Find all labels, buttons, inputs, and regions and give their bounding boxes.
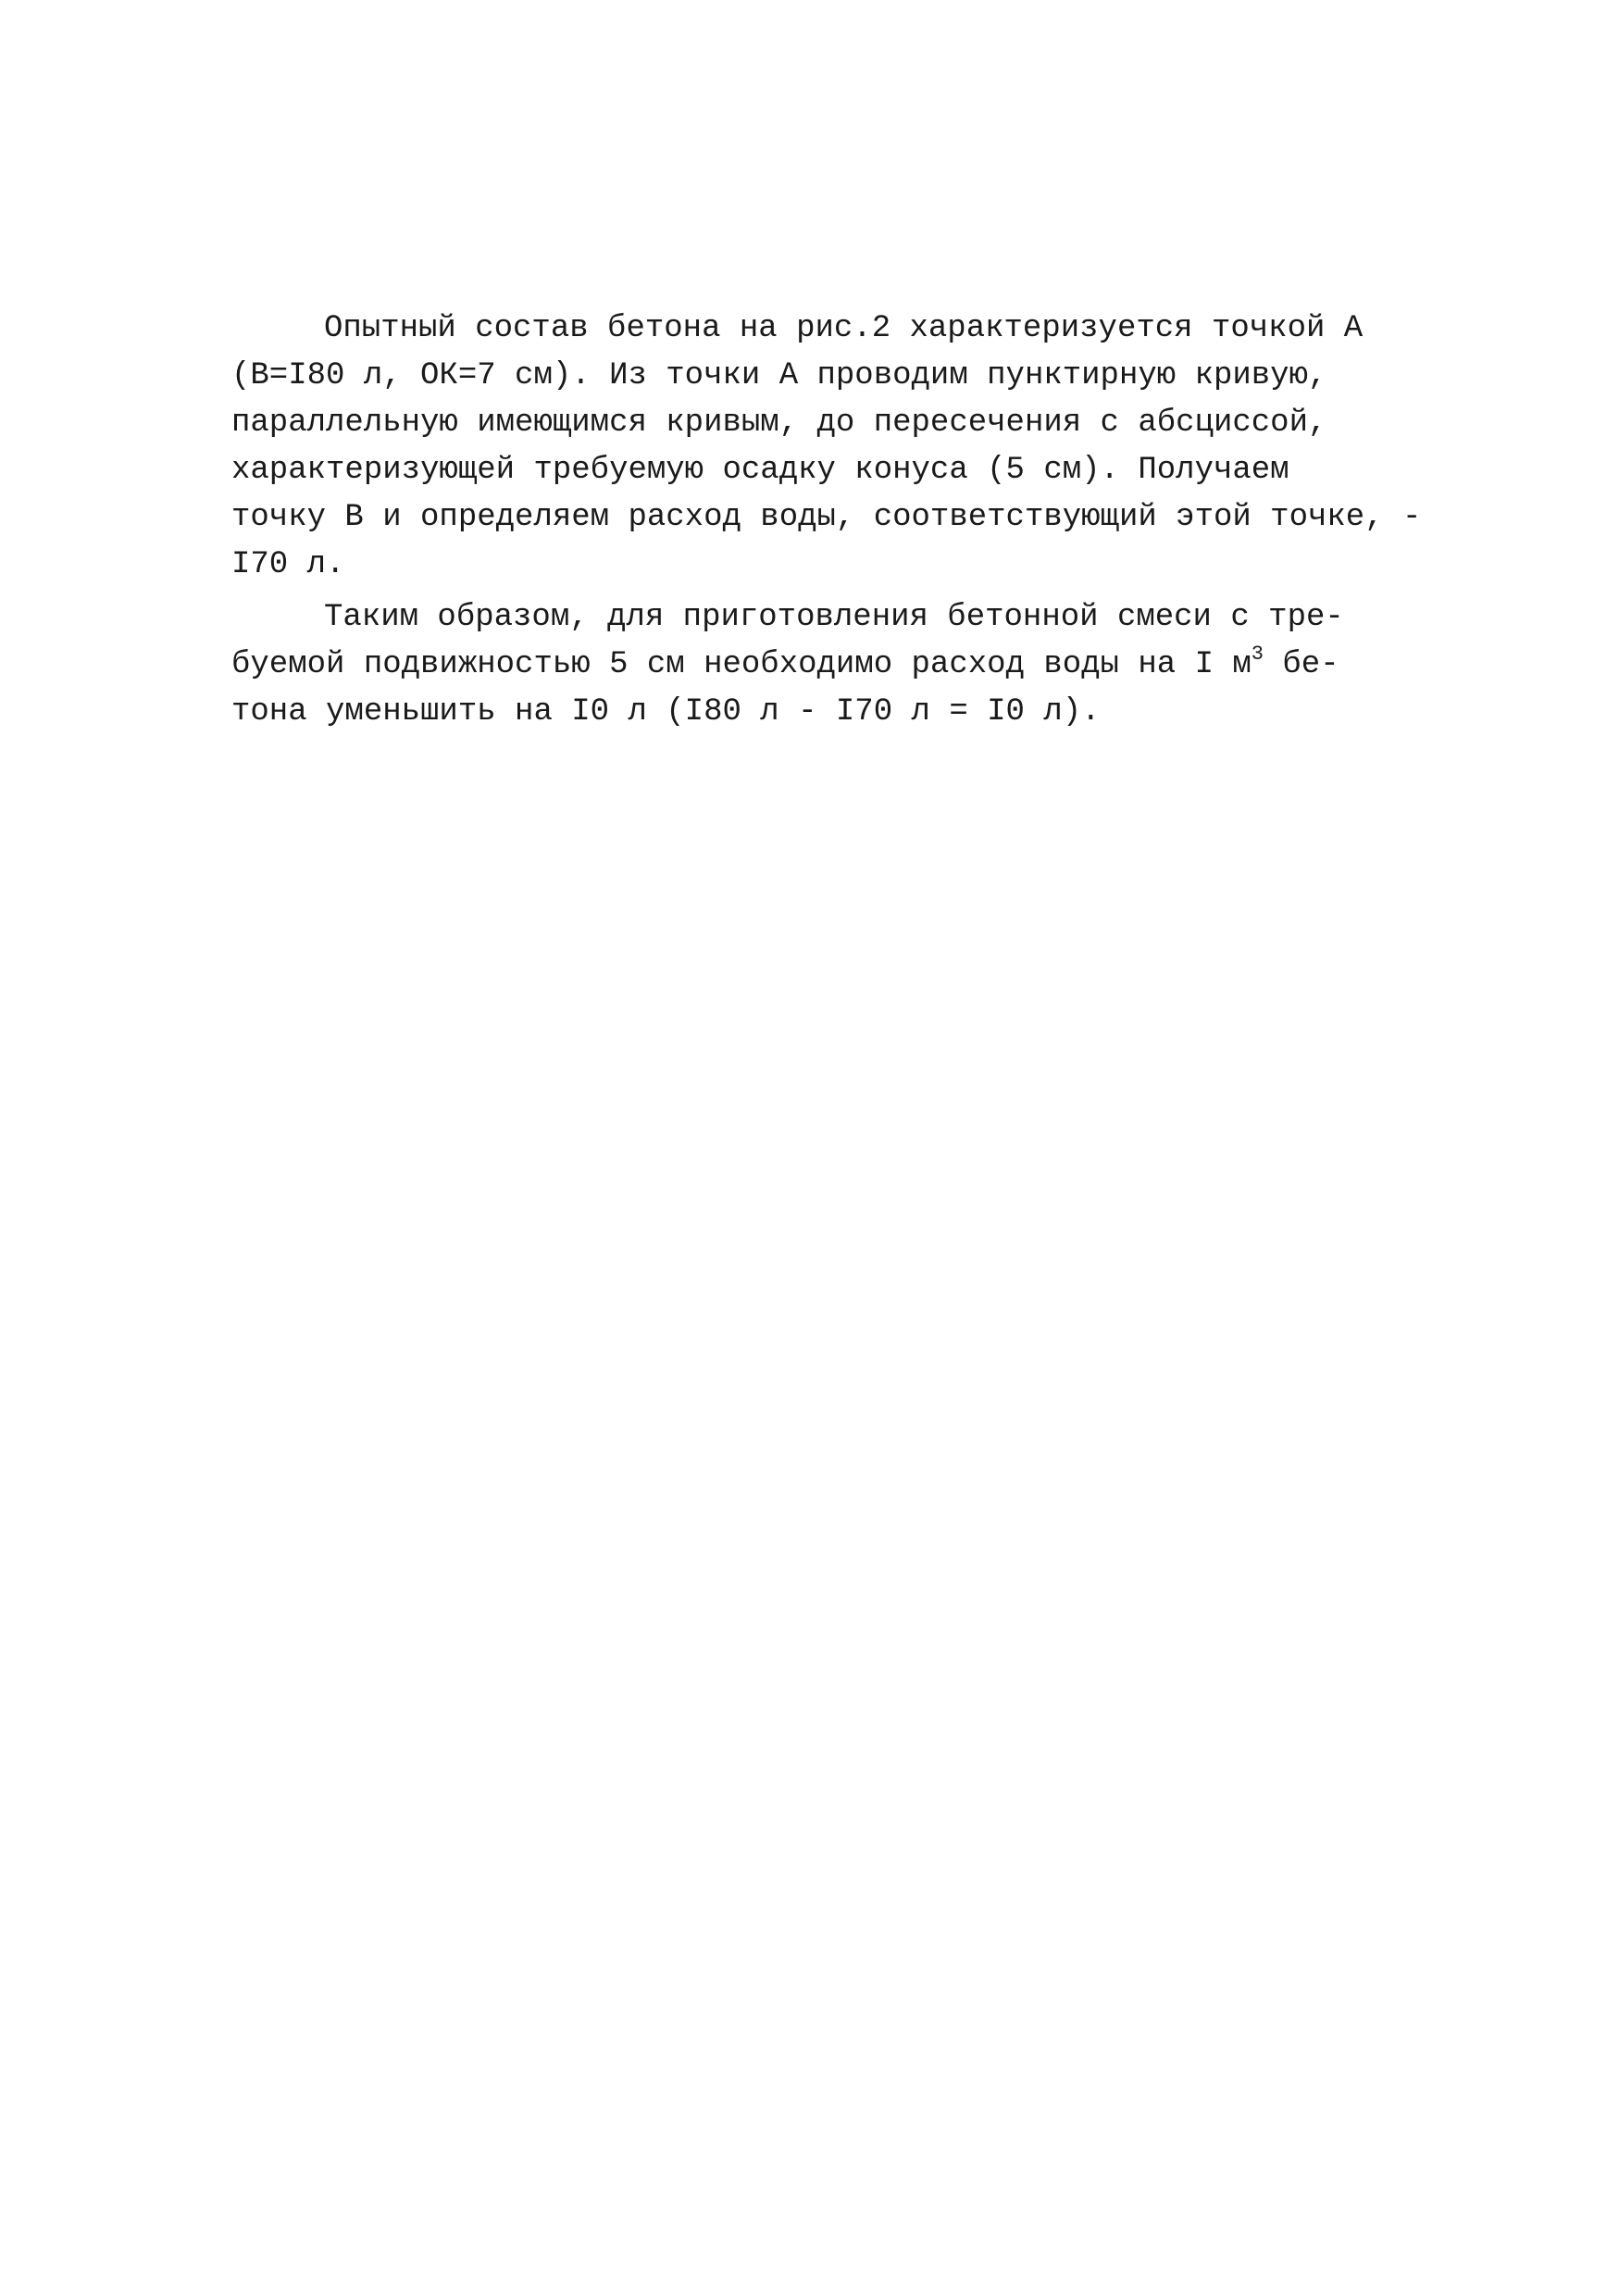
text-line: тона уменьшить на I0 л (I80 л - I70 л = I0 л). bbox=[231, 694, 1101, 730]
paragraph-1 bbox=[231, 306, 1426, 589]
text-line: точку В и определяем расход воды, соответствующий этой точке, - bbox=[231, 500, 1422, 535]
text-segment: буемой подвижностью 5 см необходимо расход воды на I м bbox=[231, 647, 1252, 682]
paragraph-2 bbox=[231, 594, 1426, 736]
text-segment: бе- bbox=[1263, 647, 1339, 682]
text-line: I70 л. bbox=[231, 547, 345, 582]
text-line: параллельную имеющимся кривым, до пересечения с абсциссой, bbox=[231, 406, 1327, 441]
text-body bbox=[231, 306, 1426, 736]
text-line: Опытный состав бетона на рис.2 характеризуется точкой А bbox=[324, 311, 1364, 346]
text-line-with-superscript bbox=[231, 642, 1426, 689]
text-line: характеризующей требуемую осадку конуса (5 см). Получаем bbox=[231, 453, 1289, 488]
superscript-3: 3 bbox=[1251, 643, 1264, 666]
text-line: (В=I80 л, ОК=7 см). Из точки А проводим пунктирную кривую, bbox=[231, 358, 1327, 393]
text-line: Таким образом, для приготовления бетонной смеси с тре- bbox=[324, 600, 1344, 635]
